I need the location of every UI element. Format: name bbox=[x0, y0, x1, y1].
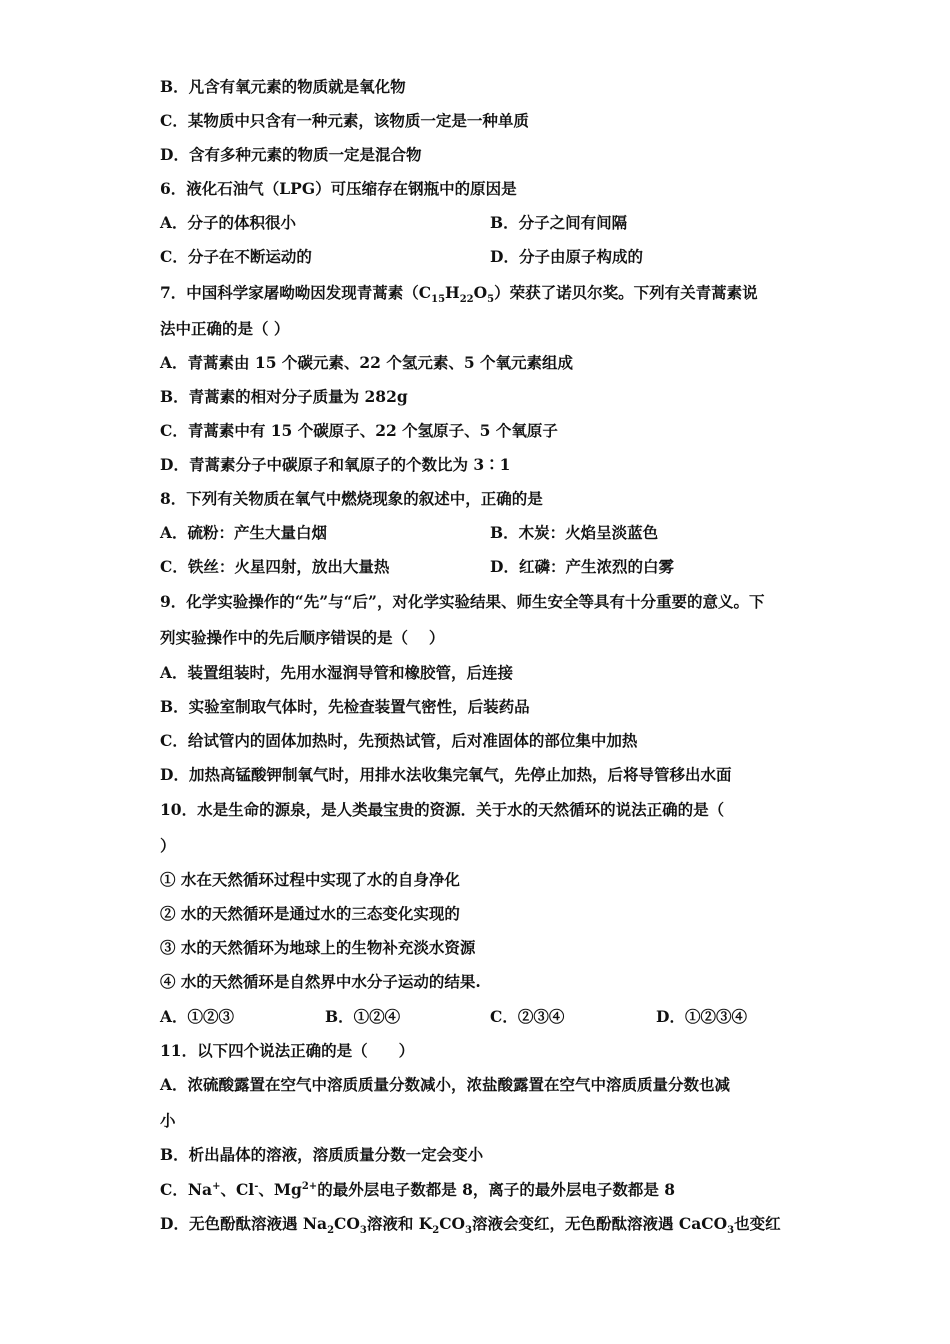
formula-sub-h: 22 bbox=[459, 294, 474, 306]
q10-stem-cont: ） bbox=[160, 836, 176, 855]
q9-option-d: D．加热高锰酸钾制氧气时，用排水法收集完氧气，先停止加热，后将导管移出水面 bbox=[160, 765, 732, 784]
q10-statement-3: ③ 水的天然循环为地球上的生物补充淡水资源 bbox=[160, 938, 476, 957]
q5-option-c: C．某物质中只含有一种元素，该物质一定是一种单质 bbox=[160, 111, 529, 130]
formula-sub-o: 5 bbox=[487, 294, 495, 306]
q9-option-b: B．实验室制取气体时，先检查装置气密性，后装药品 bbox=[160, 697, 530, 716]
q9-stem-cont: 列实验操作中的先后顺序错误的是（ ） bbox=[160, 628, 445, 647]
q5-option-d: D．含有多种元素的物质一定是混合物 bbox=[160, 145, 422, 164]
q7-option-b: B．青蒿素的相对分子质量为 282g bbox=[160, 387, 408, 406]
q7-stem: 7．中国科学家屠呦呦因发现青蒿素$(C_{15}H_{22}O_5)$荣获了诺贝尔奖。下列有关青蒿素说 bbox=[160, 283, 758, 306]
q8-option-d: D．红磷：产生浓烈的白雾 bbox=[490, 557, 674, 576]
q10-option-a: A．①②③ bbox=[160, 1007, 235, 1026]
q10-option-b: B．①②④ bbox=[325, 1007, 401, 1026]
q11-option-b: B．析出晶体的溶液，溶质质量分数一定会变小 bbox=[160, 1145, 484, 1164]
q6-option-d: D．分子由原子构成的 bbox=[490, 247, 643, 266]
q10-stem: 10．水是生命的源泉，是人类最宝贵的资源．关于水的天然循环的说法正确的是（ bbox=[160, 800, 725, 819]
q10-statement-2: ② 水的天然循环是通过水的三态变化实现的 bbox=[160, 904, 460, 923]
q7-option-d: D．青蒿素分子中碳原子和氧原子的个数比为 3∶1 bbox=[160, 455, 511, 474]
q11-option-a: A．浓硫酸露置在空气中溶质质量分数减小，浓盐酸露置在空气中溶质质量分数也减 bbox=[160, 1075, 731, 1094]
q10-statement-1: ① 水在天然循环过程中实现了水的自身净化 bbox=[160, 870, 460, 889]
q9-option-c: C．给试管内的固体加热时，先预热试管，后对准固体的部位集中加热 bbox=[160, 731, 638, 750]
q9-option-a: A．装置组装时，先用水湿润导管和橡胶管，后连接 bbox=[160, 663, 514, 682]
q5-option-b: B．凡含有氧元素的物质就是氧化物 bbox=[160, 77, 406, 96]
q10-option-d: D．①②③④ bbox=[656, 1007, 747, 1026]
q8-option-b: B．木炭：火焰呈淡蓝色 bbox=[490, 523, 659, 542]
q11-option-d: D．无色酚酞溶液遇 $Na_2CO_3$溶液和 $K_2CO_3$溶液会变红，无色酚酞溶液遇 CaCO$_3$也变红 bbox=[160, 1214, 781, 1237]
q6-option-a: A．分子的体积很小 bbox=[160, 213, 297, 232]
q7-stem-cont: 法中正确的是（ ） bbox=[160, 319, 290, 338]
formula-sub-c: 15 bbox=[431, 294, 446, 306]
q6-stem: 6．液化石油气（LPG）可压缩存在钢瓶中的原因是 bbox=[160, 179, 517, 198]
q8-option-a: A．硫粉：产生大量白烟 bbox=[160, 523, 328, 542]
q10-statement-4: ④ 水的天然循环是自然界中水分子运动的结果. bbox=[160, 972, 481, 991]
q8-stem: 8．下列有关物质在氧气中燃烧现象的叙述中，正确的是 bbox=[160, 489, 543, 508]
q6-option-b: B．分子之间有间隔 bbox=[490, 213, 628, 232]
q7-option-c: C．青蒿素中有 15 个碳原子、22 个氢原子、5 个氧原子 bbox=[160, 421, 558, 440]
q10-option-c: C．②③④ bbox=[490, 1007, 565, 1026]
q11-option-c: C．Na+、Cl-、$Mg^{2+}$的最外层电子数都是 8，离子的最外层电子数都是 8 bbox=[160, 1180, 676, 1199]
q11-option-a-cont: 小 bbox=[160, 1111, 176, 1130]
q9-stem: 9．化学实验操作的“先”与“后”，对化学实验结果、师生安全等具有十分重要的意义。下 bbox=[160, 592, 765, 611]
q7-option-a: A．青蒿素由 15 个碳元素、22 个氢元素、5 个氧元素组成 bbox=[160, 353, 574, 372]
q11-stem: 11．以下四个说法正确的是（ ） bbox=[160, 1041, 415, 1060]
q6-option-c: C．分子在不断运动的 bbox=[160, 247, 312, 266]
q8-option-c: C．铁丝：火星四射，放出大量热 bbox=[160, 557, 390, 576]
